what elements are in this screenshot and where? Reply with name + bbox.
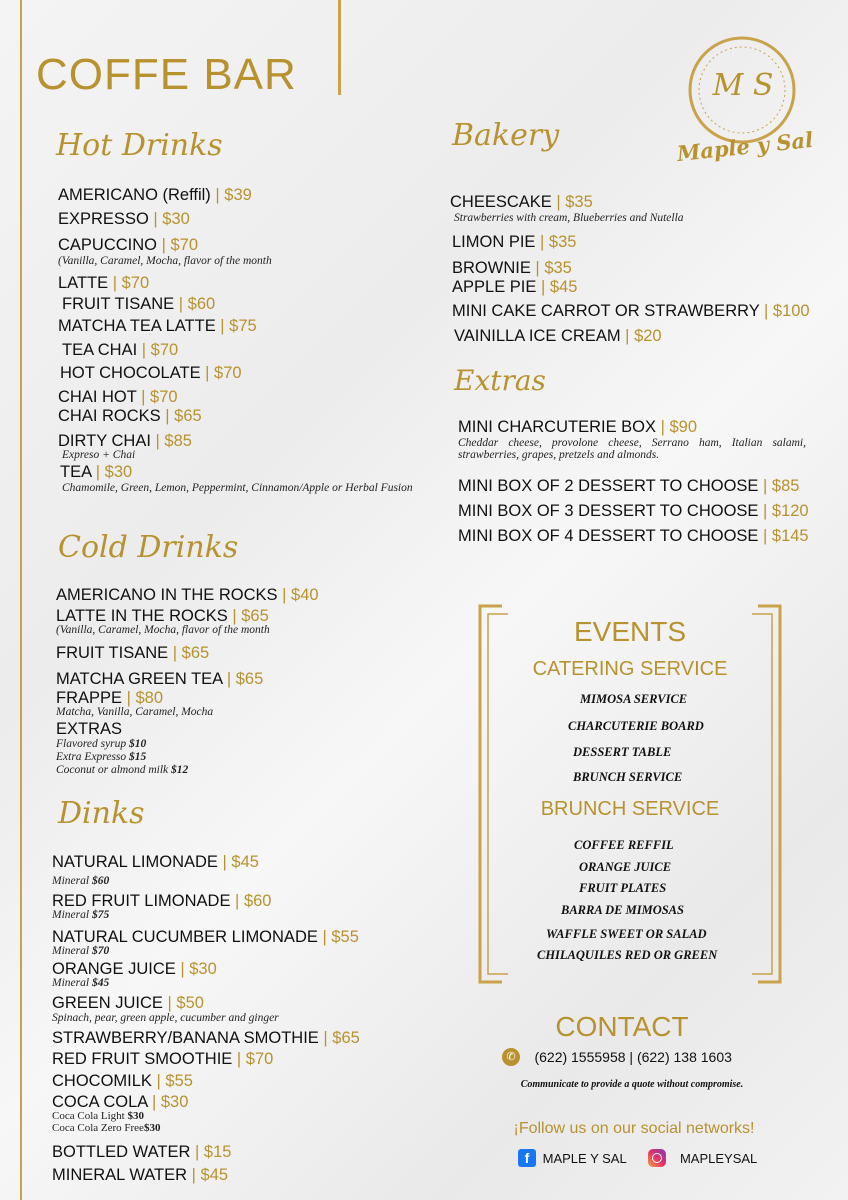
item-note [52,1122,160,1134]
item-name: NATURAL CUCUMBER LIMONADE [52,928,318,946]
phone-icon: ✆ [502,1048,520,1066]
item-price: $70 [170,236,199,254]
menu-item [458,418,697,437]
item-price: $65 [174,407,202,425]
menu-item [52,1029,360,1048]
events-title: EVENTS [573,616,687,647]
price-separator: | [168,644,182,662]
price-separator: | [217,853,232,871]
item-price: $65 [181,644,210,662]
contact-phones[interactable]: (622) 1555958 | (622) 138 1603 [534,1049,732,1065]
brunch-item: ORANGE JUICE [579,860,672,874]
price-separator: | [759,302,773,320]
price-separator: | [160,407,175,425]
item-price: $70 [150,341,179,359]
note-price: $30 [143,1122,161,1134]
menu-item [58,388,178,407]
item-price: $35 [548,233,577,251]
menu-item [58,274,149,293]
logo-monogram: M S [712,68,774,103]
menu-item [58,210,190,229]
item-price: $50 [176,994,204,1012]
menu-item [58,186,252,205]
item-price: $65 [241,607,269,625]
item-name: LATTE IN THE ROCKS [56,607,228,625]
item-price: $55 [331,928,359,946]
item-note [52,945,109,957]
item-price: $45 [549,278,578,296]
menu-item [52,1166,228,1185]
note-price: $12 [171,764,189,776]
item-name: AMERICANO IN THE ROCKS [56,586,278,604]
item-price: $90 [669,418,698,436]
item-name: STRAWBERRY/BANANA SMOTHIE [52,1029,319,1047]
note-price: $75 [91,909,110,921]
item-price: $85 [164,432,192,450]
note-price: $45 [91,977,110,989]
item-note: (Vanilla, Caramel, Mocha, flavor of the month [56,624,270,636]
item-name: RED FRUIT SMOOTHIE [52,1050,233,1068]
item-note [56,738,146,750]
instagram-handle[interactable]: MAPLEYSAL [679,1150,758,1166]
brunch-item: COFFEE REFFIL [574,838,674,852]
note-price: $15 [129,751,147,763]
contact-note: Communicate to provide a quote without compromise. [520,1079,744,1090]
menu-item [60,463,132,482]
menu-item [452,278,577,297]
item-note: Strawberries with cream, Blueberries and Nutella [454,212,684,224]
menu-item [60,364,242,383]
item-price: $65 [235,670,264,688]
item-name: EXPRESSO [58,210,149,228]
item-name: CAPUCCINO [58,236,158,254]
item-note: (Vanilla, Caramel, Mocha, flavor of the month [58,255,272,267]
item-name: MINI BOX OF 3 DESSERT TO CHOOSE [458,502,759,520]
price-separator: | [758,527,772,545]
note-label: Extra Expresso [56,751,127,763]
menu-item [458,477,799,496]
bakery-heading: Bakery [452,118,560,153]
extras-label: EXTRAS [56,720,123,738]
price-separator: | [91,463,105,481]
facebook-handle[interactable]: MAPLE Y SAL [542,1150,627,1166]
item-price: $80 [135,689,164,707]
item-name: COCA COLA [52,1093,148,1111]
menu-item [458,502,809,521]
menu-item [52,1143,231,1162]
price-separator: | [536,278,550,296]
price-separator: | [232,1050,246,1068]
item-name: TEA CHAI [62,341,138,359]
brunch-item: BARRA DE MIMOSAS [561,903,684,917]
item-price: $20 [634,327,662,345]
dinks-heading: Dinks [58,796,145,831]
price-separator: | [758,502,772,520]
logo-name: Maple y Sal [675,126,815,167]
note-label: Coca Cola Zero Free [52,1122,144,1134]
item-note: Spinach, pear, green apple, cucumber and ginger [52,1012,279,1024]
menu-item [452,259,572,278]
price-separator: | [215,317,230,335]
catering-item: CHARCUTERIE BOARD [568,719,704,733]
note-label: Flavored syrup [56,738,127,750]
item-name: MINI CAKE CARROT OR STRAWBERRY [452,302,760,320]
item-note [52,909,109,921]
catering-item: DESSERT TABLE [573,745,672,759]
menu-item [458,527,809,546]
item-name: MATCHA TEA LATTE [58,317,216,335]
item-note [52,977,109,989]
menu-item [56,644,209,663]
instagram-icon[interactable] [648,1149,666,1167]
item-name: HOT CHOCOLATE [60,364,201,382]
price-separator: | [151,1072,166,1090]
item-price: $60 [243,892,272,910]
item-price: $85 [771,477,800,495]
note-label: Mineral [52,945,90,957]
brunch-item: WAFFLE SWEET OR SALAD [546,927,707,941]
price-separator: | [277,586,292,604]
price-separator: | [150,432,165,450]
contact-phones-row [502,1048,732,1066]
item-name: MINI BOX OF 2 DESSERT TO CHOOSE [458,477,759,495]
price-separator: | [200,364,215,382]
hot-drinks-heading: Hot Drinks [56,128,223,163]
price-separator: | [535,233,549,251]
item-note: Expreso + Chai [62,449,136,461]
item-price: $40 [291,586,319,604]
item-price: $39 [224,186,252,204]
item-name: LATTE [58,274,109,292]
item-name: TEA [60,463,92,481]
brunch-item: CHILAQUILES RED OR GREEN [537,948,718,962]
item-name: BROWNIE [452,259,531,277]
item-name: GREEN JUICE [52,994,163,1012]
price-separator: | [227,607,242,625]
title-divider-line [338,0,341,95]
brunch-item: FRUIT PLATES [579,881,667,895]
menu-item [56,670,263,689]
item-name: FRUIT TISANE [62,295,175,313]
menu-item [62,341,178,360]
item-note: Cheddar cheese, provolone cheese, Serrano ham, Italian salami, strawberries, grapes, pretzels and almonds. [458,437,806,461]
item-price: $15 [203,1143,232,1161]
item-note [52,1110,144,1122]
item-price: $120 [771,502,809,520]
catering-item: BRUNCH SERVICE [573,770,683,784]
note-label: Coconut or almond milk [56,764,169,776]
price-separator: | [758,477,772,495]
item-price: $30 [189,960,217,978]
item-name: CHAI HOT [58,388,137,406]
item-name: NATURAL LIMONADE [52,853,218,871]
menu-item [452,233,576,252]
item-price: $145 [771,527,809,545]
note-price: $60 [91,875,110,887]
item-price: $30 [162,210,190,228]
price-separator: | [122,689,136,707]
price-separator: | [147,1093,161,1111]
price-separator: | [108,274,122,292]
item-price: $70 [214,364,242,382]
extras-heading: Extras [454,364,546,397]
price-separator: | [136,388,151,406]
menu-item [58,317,257,336]
item-name: FRAPPE [56,689,123,707]
item-price: $75 [229,317,257,335]
item-note [52,875,109,887]
price-separator: | [317,928,332,946]
price-separator: | [230,892,244,910]
social-row [518,1149,757,1167]
item-name: LIMON PIE [452,233,536,251]
item-price: $70 [121,274,150,292]
menu-item [454,327,662,346]
item-name: CHAI ROCKS [58,407,161,425]
price-separator: | [175,960,190,978]
facebook-icon[interactable]: f [518,1149,536,1167]
menu-item [58,236,198,255]
note-label: Mineral [52,909,90,921]
item-price: $30 [104,463,133,481]
item-price: $30 [160,1093,189,1111]
price-separator: | [530,259,545,277]
item-name: AMERICANO (Reffil) [58,186,211,204]
item-note [56,751,146,763]
item-name: MINI CHARCUTERIE BOX [458,418,657,436]
note-label: Mineral [52,977,90,989]
cold-drinks-heading: Cold Drinks [58,530,239,565]
menu-item [52,853,259,872]
page-title: COFFE BAR [36,50,297,99]
menu-item [62,295,215,314]
note-price: $70 [91,945,110,957]
menu-item [58,407,202,426]
item-name: CHEESCAKE [450,193,552,211]
price-separator: | [190,1143,204,1161]
item-note [56,764,188,776]
item-name: CHOCOMILK [52,1072,152,1090]
price-separator: | [187,1166,201,1184]
note-price: $10 [129,738,147,750]
note-price: $30 [127,1110,144,1122]
item-price: $65 [332,1029,360,1047]
item-name: APPLE PIE [452,278,537,296]
note-label: Coca Cola Light [52,1110,125,1122]
item-name: MINI BOX OF 4 DESSERT TO CHOOSE [458,527,759,545]
brunch-title: BRUNCH SERVICE [540,798,720,820]
logo [668,28,818,178]
price-separator: | [222,670,236,688]
price-separator: | [620,327,635,345]
item-price: $35 [544,259,572,277]
price-separator: | [656,418,670,436]
catering-title: CATERING SERVICE [532,658,728,680]
price-separator: | [318,1029,333,1047]
catering-item: MIMOSA SERVICE [580,692,688,706]
item-name: BOTTLED WATER [52,1143,191,1161]
menu-item [450,193,593,212]
note-label: Mineral [52,875,90,887]
item-name: FRUIT TISANE [56,644,169,662]
item-note: Chamomile, Green, Lemon, Peppermint, Cinnamon/Apple or Herbal Fusion [62,482,413,494]
price-separator: | [162,994,177,1012]
left-border-line [20,0,22,1200]
menu-item [452,302,810,321]
item-note: Matcha, Vanilla, Caramel, Mocha [56,706,214,718]
item-name: RED FRUIT LIMONADE [52,892,231,910]
item-name: MINERAL WATER [52,1166,188,1184]
item-price: $55 [165,1072,193,1090]
item-price: $70 [245,1050,274,1068]
item-name: ORANGE JUICE [52,960,176,978]
price-separator: | [137,341,151,359]
menu-item [52,1050,273,1069]
price-separator: | [210,186,225,204]
menu-item [56,586,319,605]
item-price: $45 [200,1166,229,1184]
follow-text: ¡Follow us on our social networks! [513,1120,755,1137]
item-price: $35 [565,193,593,211]
price-separator: | [174,295,188,313]
item-name: VAINILLA ICE CREAM [454,327,621,345]
price-separator: | [157,236,171,254]
item-name: MATCHA GREEN TEA [56,670,223,688]
item-price: $70 [150,388,178,406]
menu-item [52,994,204,1013]
item-price: $45 [231,853,259,871]
menu-item [52,1072,193,1091]
price-separator: | [551,193,566,211]
item-name: DIRTY CHAI [58,432,151,450]
item-price: $60 [187,295,216,313]
price-separator: | [148,210,163,228]
contact-title: CONTACT [555,1011,689,1042]
item-price: $100 [772,302,810,320]
